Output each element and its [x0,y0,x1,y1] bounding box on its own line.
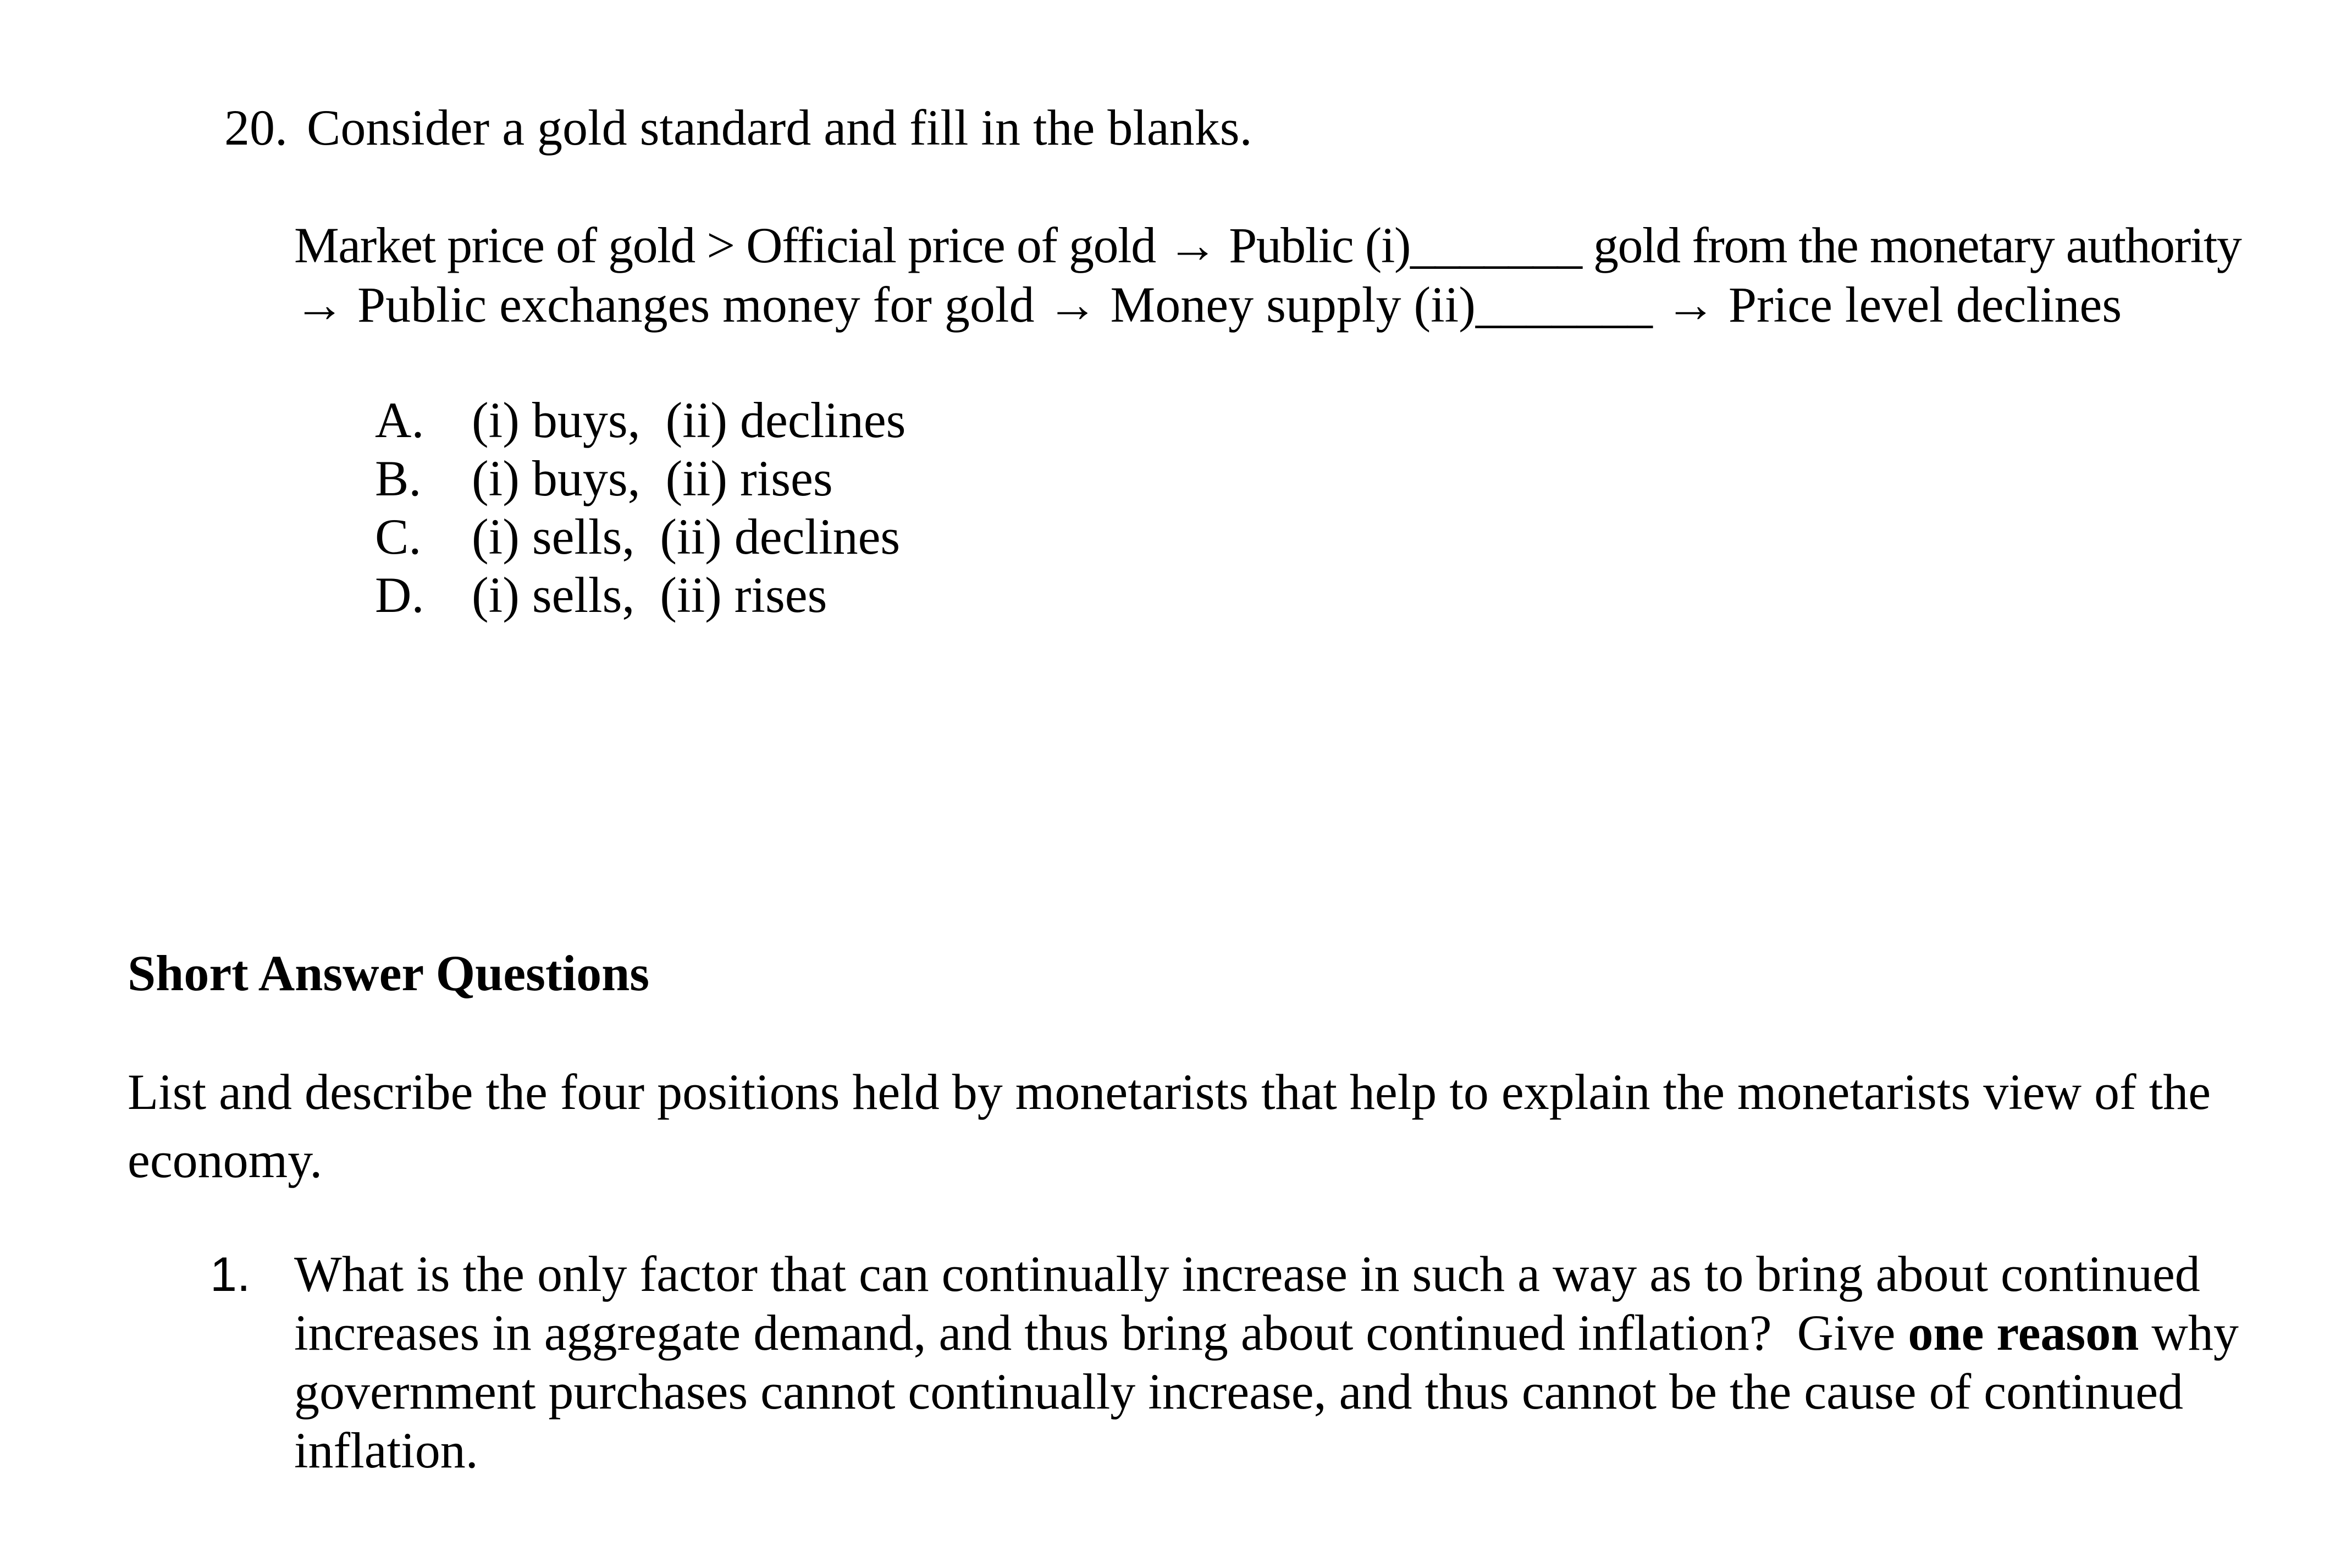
list-item-text-end: why government purchases cannot continually increase, and thus cannot be the cause of continued inflation. [294,1305,2251,1478]
question-prompt: Consider a gold standard and fill in the blanks. [307,100,1252,156]
list-item-number: 1. [210,1247,251,1301]
option-b-letter: B. [375,450,422,506]
option-c-text: (i) sells, (ii) declines [472,509,901,565]
list-item-text [294,1245,2268,1480]
gold-standard-chain-line-2: → Public exchanges money for gold → Money supply (ii)_______ → Price level declines [294,277,2122,333]
question-number: 20. [224,100,288,156]
option-d-text: (i) sells, (ii) rises [472,567,827,623]
option-b-text: (i) buys, (ii) rises [472,450,833,506]
list-item-text-start: What is the only factor that can continually increase in such a way as to bring about continued increases in aggregate demand, and thus bring about continued inflation? Give [294,1246,2213,1361]
short-answer-intro: List and describe the four positions held by monetarists that help to explain the monetarists view of the economy. [128,1064,2211,1188]
gold-standard-chain-line-1: Market price of gold > Official price of gold → Public (i)_______ gold from the monetary authority [294,217,2241,273]
section-heading: Short Answer Questions [128,945,650,1001]
option-c-letter: C. [375,509,422,565]
option-d-letter: D. [375,567,424,623]
list-item-bold-phrase: one reason [1908,1305,2139,1361]
option-a-text: (i) buys, (ii) declines [472,392,906,448]
option-a-letter: A. [375,392,424,448]
